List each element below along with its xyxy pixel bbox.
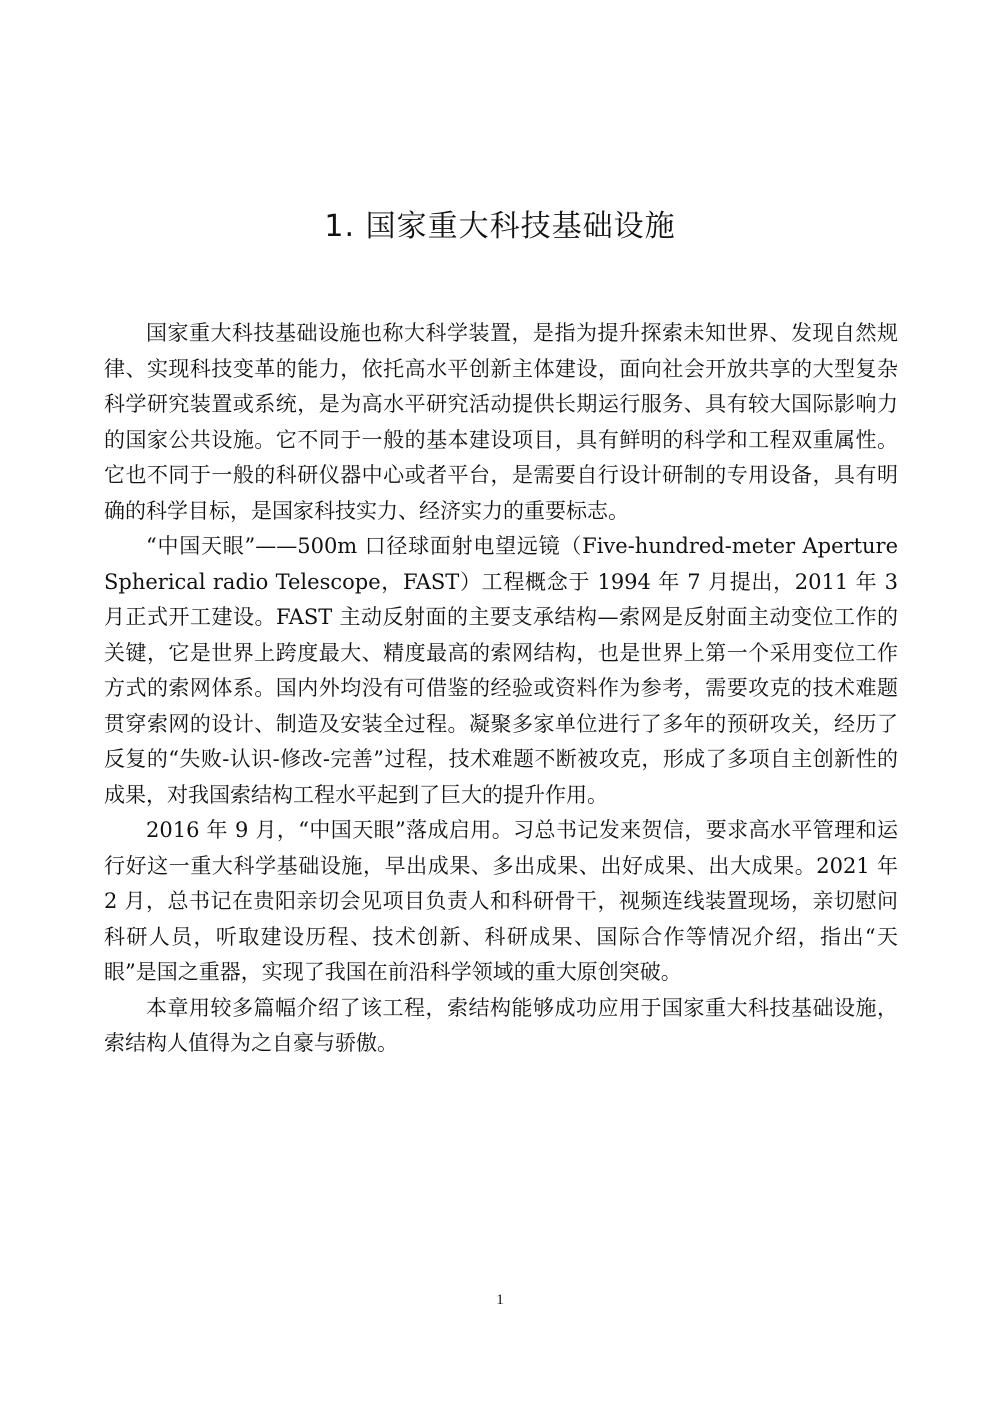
- paragraph-launch: 2016 年 9 月，“中国天眼”落成启用。习总书记发来贺信，要求高水平管理和运行好这一重大科学基础设施，早出成果、多出成果、出好成果、出大成果。2021 年 2 月，总书记在贵阳亲切会见项目负责人和科研骨干，视频连线装置现场，亲切慰问科研人员，听取建设历程、技术创新、科研成果、国际合作等情况介绍，指出“天眼”是国之重器，实现了我国在前沿科学领域的重大原创突破。: [104, 818, 898, 984]
- page-number: 1: [496, 1292, 504, 1308]
- paragraph-conclusion: 本章用较多篇幅介绍了该工程，索结构能够成功应用于国家重大科技基础设施，索结构人值得为之自豪与骄傲。: [104, 995, 898, 1055]
- section-title: 1. 国家重大科技基础设施: [324, 209, 676, 244]
- paragraph-intro: 国家重大科技基础设施也称大科学装置，是指为提升探索未知世界、发现自然规律、实现科技变革的能力，依托高水平创新主体建设，面向社会开放共享的大型复杂科学研究装置或系统，是为高水平研究活动提供长期运行服务、具有较大国际影响力的国家公共设施。它不同于一般的基本建设项目，具有鲜明的科学和工程双重属性。它也不同于一般的科研仪器中心或者平台，是需要自行设计研制的专用设备，具有明确的科学目标，是国家科技实力、经济实力的重要标志。: [104, 321, 898, 523]
- body-text: [104, 316, 898, 1062]
- paragraph-fast: “中国天眼”——500m 口径球面射电望远镜（Five-hundred-meter Aperture Spherical radio Telescope，FAST）工程概念于 1994 年 7 月提出，2011 年 3 月正式开工建设。FAST 主动反射面的主要支承结构—索网是反射面主动变位工作的关键，它是世界上跨度最大、精度最高的索网结构，也是世界上第一个采用变位工作方式的索网体系。国内外均没有可借鉴的经验或资料作为参考，需要攻克的技术难题贯穿索网的设计、制造及安装全过程。凝聚多家单位进行了多年的预研攻关，经历了反复的“失败-认识-修改-完善”过程，技术难题不断被攻克，形成了多项自主创新性的成果，对我国索结构工程水平起到了巨大的提升作用。: [104, 534, 898, 807]
